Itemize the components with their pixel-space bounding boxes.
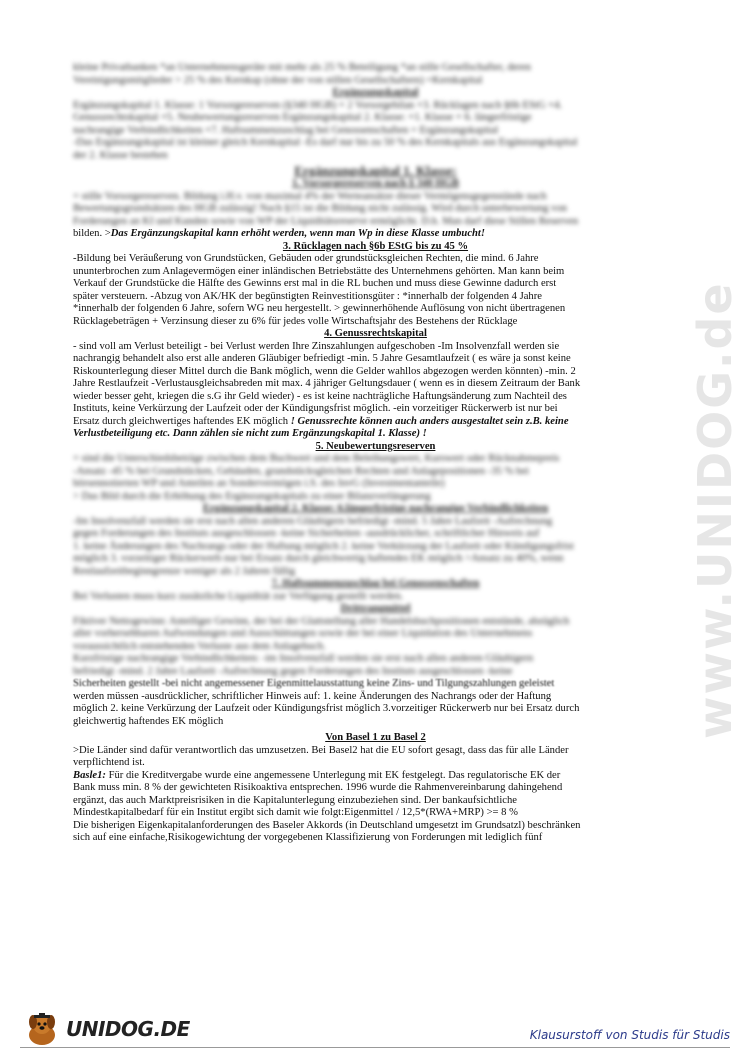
vr-tail-emphasis: Das Ergänzungskapital kann erhöht werden, wenn man Wp in diese Klasse umbucht!	[110, 228, 485, 239]
text-line: möglich 2. keine Verkürzung der Laufzeit oder Kündigungsfrist möglich 3.vorzeitiger Rückerwerb nur bei Ersatz durch	[73, 703, 580, 714]
blurred-line: = sind die Unterschiedsbeträge zwischen dem Buchwert und dem Beleihungswert, Kurswert oder Rücknahmepreis	[73, 453, 560, 464]
watermark: www.UNIDOG.de	[688, 281, 742, 739]
section-heading-genussrecht: 4. Genussrechtskapital	[324, 328, 427, 339]
blurred-line: Bei Verlusten muss kurz zusätzliche Liquidität zur Verfügung gestellt werden.	[73, 590, 404, 602]
paragraph-basel1	[73, 770, 678, 845]
paragraph-sicherheiten	[73, 691, 678, 729]
text-line	[73, 416, 678, 429]
text-line: sich auf eine einfache,Risikogewichtung der vorgegebenen Klassifizierung von Forderungen mit lediglich fünf	[73, 832, 543, 843]
text-line	[73, 770, 678, 783]
blurred-line: Vereinigungsmitglieder > 25 % des Kernkap (ohne der von stillen Gesellschaftern) =Kernkapital	[73, 74, 483, 86]
blurred-line: Ergänzungskapital 1. Klasse: 1 Vorsorgereserven (§340 HGB) + 2 Vorsorgebilan +3. Rücklagen nach §6b EStG +4.	[73, 99, 563, 111]
blurred-line: börsennotierten WP und Anteilen an Sondervermögen i.S. des InvG (Investmentanteile)	[73, 478, 445, 489]
paragraph-basel-intro	[73, 745, 678, 770]
dog-mascot-icon	[22, 1013, 62, 1047]
blurred-line: befriedigt -mind. 2 Jahre Laufzeit -Aufrechnung gegen Forderungen des Instituts ausgeschlossen -keine	[73, 665, 513, 677]
text-run: Für die Kreditvergabe wurde eine angemessene Unterlegung mit EK festgelegt. Das regulatorische EK der	[105, 769, 561, 781]
text-line: nachrangig behandelt also erst alle anderen Gläubiger befriedigt -min. 5 Jahre Gesamtlaufzeit ( es wäre ja sonst keine	[73, 353, 571, 364]
blurred-line: Fiktiver Nettogewinn: Anteiliger Gewinn, der bei der Glattstellung aller Handelsbuchpositionen entstünde, abzüglich	[73, 615, 570, 627]
blurred-line: möglich 3. vorzeitiger Rückerwerb nur bei Ersatz durch gleichwertig haftendes EK möglich >Ansatz zu 40%, wenn	[73, 553, 564, 564]
blurred-line: Restlaufzeitbeginngrenze weniger als 2 Jahren fällig	[73, 565, 296, 577]
partially-blurred-line: Sicherheiten gestellt -bei nicht angemessener Eigenmittelausstattung keine Zins- und Tilgungszahlungen geleistet	[73, 678, 555, 689]
section-heading-6b: 3. Rücklagen nach §6b EStG bis zu 45 %	[282, 240, 469, 252]
blurred-top-block	[73, 62, 678, 228]
text-line: ergänzt, das auch Marktpreisrisiken in die Kapitalunterlegung einzubeziehen sind. Der bankaufsichtliche	[73, 794, 517, 806]
document-page	[73, 62, 678, 845]
text-line: >Die Länder sind dafür verantwortlich das umzusetzen. Bei Basel2 hat die EU sofort gesagt, dass das für alle Länder	[73, 744, 569, 756]
section-heading-vorsorgereserven: 1. Vorsorgereserven nach § 340 HGB	[292, 178, 459, 189]
text-line: verpflichtend ist.	[73, 757, 145, 768]
text-line: wieder besser geht, kriegen die s.G ihr Geld wieder) - es ist keine nachträgliche Haftungsänderung zum Nachteil des	[73, 390, 567, 402]
blurred-line: Forderungen an KI und Kunden sowie von WP der Liquiditätsreserve ermöglicht. D.h. Man darf diese Stillen Reserven	[73, 215, 579, 227]
text-line: ununterbrochen zum Anlagevermögen einer inländischen Betriebstätte des Unternehmens gehörten. Man kann beim	[73, 265, 565, 277]
blurred-line: -Ansatz -45 % bei Grundstücken, Gebäuden, grundstücksgleichen Rechten und Anlagepositionen -35 % bei	[73, 465, 530, 477]
blurred-line: kleine Privatbanken *an Unternehmensgeräte mit mehr als 25 % Beteiligung *an stille Gesellschafter, deren	[73, 62, 531, 73]
blurred-line: voraussichtlich entstehenden Verluste aus dem Anlagebuch.	[73, 640, 326, 652]
blurred-line: = stille Vorsorgereserven. Bildung i.H.v. von maximal 4% der Werteansätze dieser Vermögensgegenstände nach	[73, 190, 547, 202]
text-line: später versteuern. -Abzug von AK/HK der begünstigten Reinvestitionsgüter : *innerhalb der folgenden 4 Jahre	[73, 290, 542, 302]
text-line: Jahre Restlaufzeit -Verlustausgleichsabreden mit max. 4 jähriger Geltungsdauer ( wenn es in diesem Zeitraum der Bank	[73, 378, 581, 389]
section-heading-main: Ergänzungskapital 1. Klasse:	[294, 163, 457, 178]
text-line: Mindestkapitalbedarf für ein Institut ergibt sich damit wie folgt:Eigenmittel / 12,5*(RWA+MRP) >= 8 %	[73, 807, 518, 818]
paragraph-genussrecht	[73, 341, 678, 441]
basel1-label: Basle1:	[73, 769, 106, 781]
paragraph-6b	[73, 253, 678, 328]
section-heading-basel: Von Basel 1 zu Basel 2	[325, 732, 426, 743]
text-line: - sind voll am Verlust beteiligt - bei Verlust werden Ihre Zinszahlungen aufgeschoben -Im Insolvenzfall werden sie	[73, 340, 560, 352]
blurred-line: Genussrechtskapital +5. Neubewertungsreserven Ergänzungskapital 2. Klasse: +1. Klasse + 6. längerfristige	[73, 112, 532, 123]
text-line: Rücklagebeträgen + Verzinsung dieser zu 6% für jedes volle Wirtschaftsjahr des Bestehens der Rücklage	[73, 315, 518, 327]
footer-tagline: Klausurstoff von Studis für Studis	[529, 1028, 730, 1042]
text-line: Bank muss min. 8 % der gewichteten Risikoaktiva entsprechen. 1996 wurde die Rahmenvereinbarung dahingehend	[73, 782, 563, 793]
vr-tail-text: bilden. >	[73, 228, 111, 239]
blurred-line: der 2. Klasse bestehen	[73, 149, 168, 161]
unidog-logo[interactable]	[22, 1013, 190, 1045]
text-line: Riskounterlegung dieser Mittel durch die Bank möglich, wenn die Gelder wahllos abgezogen werden könnten) -min. 2	[73, 365, 576, 377]
vr-tail-line	[73, 228, 678, 241]
text-line: Instituts, keine Verkürzung der Laufzeit oder der Kündigungsfrist möglich. -ein vorzeitiger Rückerwerb ist nur bei	[73, 403, 558, 414]
blurred-line: Kurzfristige nachrangige Verbindlichkeiten: -im Insolvenzfall werden sie erst nach allen anderen Gläubigern	[73, 653, 534, 664]
blurred-line: aller vorhersehbaren Aufwendungen und Ausschüttungen sowie der bei einer Liquidation des Unternehmens	[73, 628, 533, 639]
text-run: Ersatz durch gleichwertiges haftendes EK möglich	[73, 415, 291, 427]
text-line: *innerhalb der folgenden 6 Jahre, sofern WG neu hergestellt. > gewinnerhöhende Auflösung von nicht übertragenen	[73, 303, 566, 314]
logo-text: UNIDOG.DE	[66, 1017, 190, 1041]
blurred-line: > Das Bild durch die Erhöhung des Ergänzungskapitals zu einer Bilanzverlängerung	[73, 490, 431, 502]
text-line: gleichwertig haftendes EK möglich	[73, 715, 224, 727]
text-line: -Bildung bei Veräußerung von Grundstücken, Gebäuden oder grundstücksgleichen Rechten, die mind. 6 Jahre	[73, 253, 539, 264]
section-heading-neubewertung: 5. Neubewertungsreserven	[315, 440, 436, 452]
blurred-heading: 7. Haftsummenzuschlag bei Genossenschaften	[271, 578, 480, 589]
blurred-heading: Drittrangmittel	[340, 603, 411, 614]
text-line: werden müssen -ausdrücklicher, schriftlicher Hinweis auf: 1. keine Änderungen des Nachrangs oder der Haftung	[73, 690, 552, 702]
text-line: Verkauf der Grundstücke die Hälfte des Gewinns erst mal in die RL buchen und muss diese Gewinne dadurch erst	[73, 278, 557, 289]
blurred-line: nachrangige Verbindlichkeiten +7. Haftsummenzuschlag bei Genossenschaften = Ergänzungskapital	[73, 124, 499, 136]
blurred-heading: Ergänzungskapital 2. Klasse: 6.längerfristige nachrangige Verbindlichkeiten	[202, 503, 549, 514]
blurred-line: -Das Ergänzungskapital ist kleiner gleich Kernkapital -Es darf nur bis zu 50 % des Kernkapitals aus Ergänzungskapital	[73, 137, 578, 148]
blurred-heading: Ergänzungskapital	[332, 87, 419, 98]
blurred-line: 1. keine Änderungen des Nachrangs oder der Haftung möglich 2. keine Verkürzung der Laufzeit oder Kündigungsfrist	[73, 540, 574, 552]
emphasis-line: Verlustbeteiligung etc. Dann zählen sie nicht zum Ergänzungskapital 1. Klasse) !	[73, 428, 427, 439]
blurred-line: gegen Forderungen des Instituts ausgeschlossen -keine Sicherheiten -ausdrücklicher, schriftlicher Hinweis auf	[73, 528, 540, 539]
blurred-line: -Im Insolvenzfall werden sie erst nach allen anderen Gläubigern befriedigt -mind. 5 Jahre Laufzeit -Aufrechnung	[73, 515, 553, 527]
footer-divider	[20, 1047, 730, 1048]
emphasis-run: ! Genussrechte können auch anders ausgestaltet sein z.B. keine	[290, 415, 569, 427]
blurred-line: Bewertungsgrundsätzen des HGB zulässig! Nach §15 ist die Bildung nicht zulässig. Wird durch unterbewertung von	[73, 203, 567, 214]
blurred-middle-block	[73, 453, 678, 678]
text-line: Die bisherigen Eigenkapitalanforderungen des Baseler Akkords (in Deutschland umgesetzt im Grundsatzl) beschränken	[73, 819, 581, 831]
